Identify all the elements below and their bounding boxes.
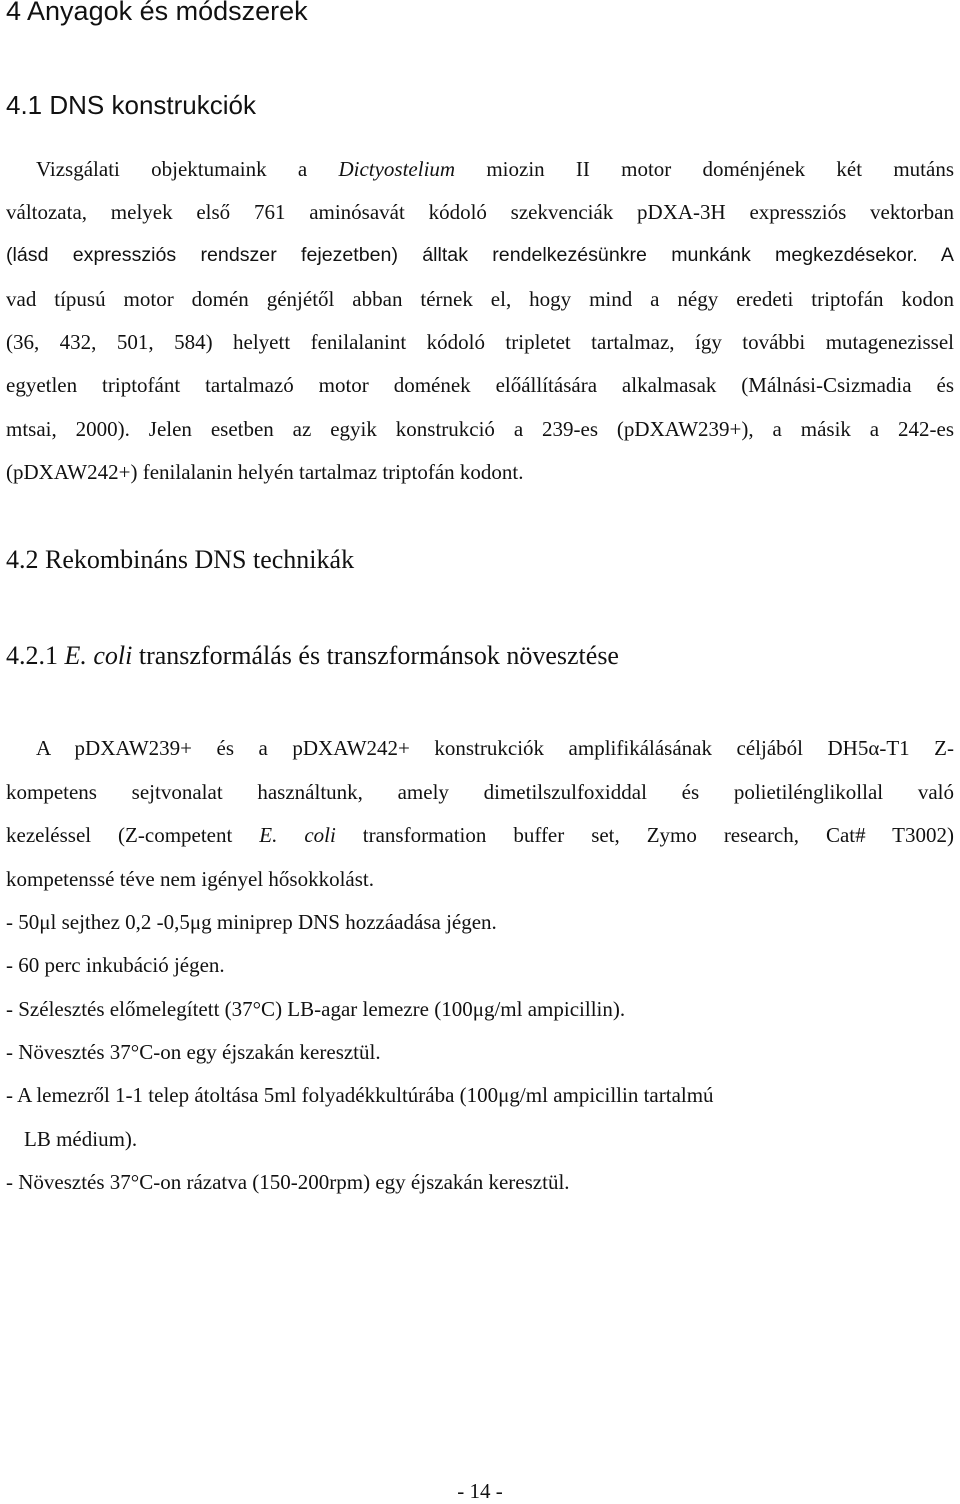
paragraph-line: (pDXAW242+) fenilalanin helyén tartalmaz triptofán kodont. (6, 460, 524, 484)
paragraph-line: kompetenssé téve nem igényel hősokkolást. (6, 867, 375, 891)
page-number: - 14 - (457, 1479, 503, 1503)
protocol-step: - 50μl sejthez 0,2 -0,5μg miniprep DNS hozzáadása jégen. (6, 910, 497, 934)
chapter-heading: 4 Anyagok és módszerek (6, 0, 308, 26)
paragraph-line: egyetlen triptofánt tartalmazó motor domének előállítására alkalmasak (Málnási-Csizmadia és (6, 373, 954, 397)
species-name: E. coli (64, 641, 133, 670)
paragraph-line: Vizsgálati objektumaink a Dictyostelium miozin II motor doménjének két mutáns (36, 157, 954, 181)
subsection-heading-ecoli: 4.2.1 E. coli transzformálás és transzformánsok növesztése (6, 641, 619, 670)
paragraph-line: vad típusú motor domén génjétől abban térnek el, hogy mind a négy eredeti triptofán kodon (6, 287, 954, 311)
paragraph-line: kezeléssel (Z-competent E. coli transformation buffer set, Zymo research, Cat# T3002) (6, 823, 954, 847)
protocol-step: - Szélesztés előmelegített (37°C) LB-agar lemezre (100μg/ml ampicillin). (6, 997, 626, 1021)
paragraph-line: mtsai, 2000). Jelen esetben az egyik konstrukció a 239-es (pDXAW239+), a másik a 242-es (6, 417, 954, 441)
species-name: Dictyostelium (338, 157, 456, 181)
section-heading-recombinant-dna: 4.2 Rekombináns DNS technikák (6, 545, 355, 574)
species-name: E. coli (259, 823, 336, 847)
protocol-step-continuation: LB médium). (24, 1127, 138, 1151)
protocol-step: - Növesztés 37°C-on rázatva (150-200rpm) egy éjszakán keresztül. (6, 1170, 570, 1194)
section-heading-dns-constructs: 4.1 DNS konstrukciók (6, 90, 256, 120)
paragraph-line: kompetens sejtvonalat használtunk, amely dimetilszulfoxiddal és polietilénglikollal való (6, 780, 954, 804)
paragraph-line: változata, melyek első 761 aminósavát kódoló szekvenciák pDXA-3H expressziós vektorban (6, 200, 954, 224)
page-footer (0, 1479, 960, 1504)
protocol-step: - 60 perc inkubáció jégen. (6, 953, 225, 977)
protocol-step: - A lemezről 1-1 telep átoltása 5ml folyadékkultúrába (100μg/ml ampicillin tartalmú (6, 1083, 714, 1107)
paragraph-line: A pDXAW239+ és a pDXAW242+ konstrukciók amplifikálásának céljából DH5α-T1 Z- (36, 736, 954, 760)
paragraph-line: (lásd expressziós rendszer fejezetben) álltak rendelkezésünkre munkánk megkezdésekor. A (6, 244, 954, 266)
protocol-step: - Növesztés 37°C-on egy éjszakán keresztül. (6, 1040, 381, 1064)
paragraph-line: (36, 432, 501, 584) helyett fenilalanint kódoló tripletet tartalmaz, így további mutagenezissel (6, 330, 954, 354)
